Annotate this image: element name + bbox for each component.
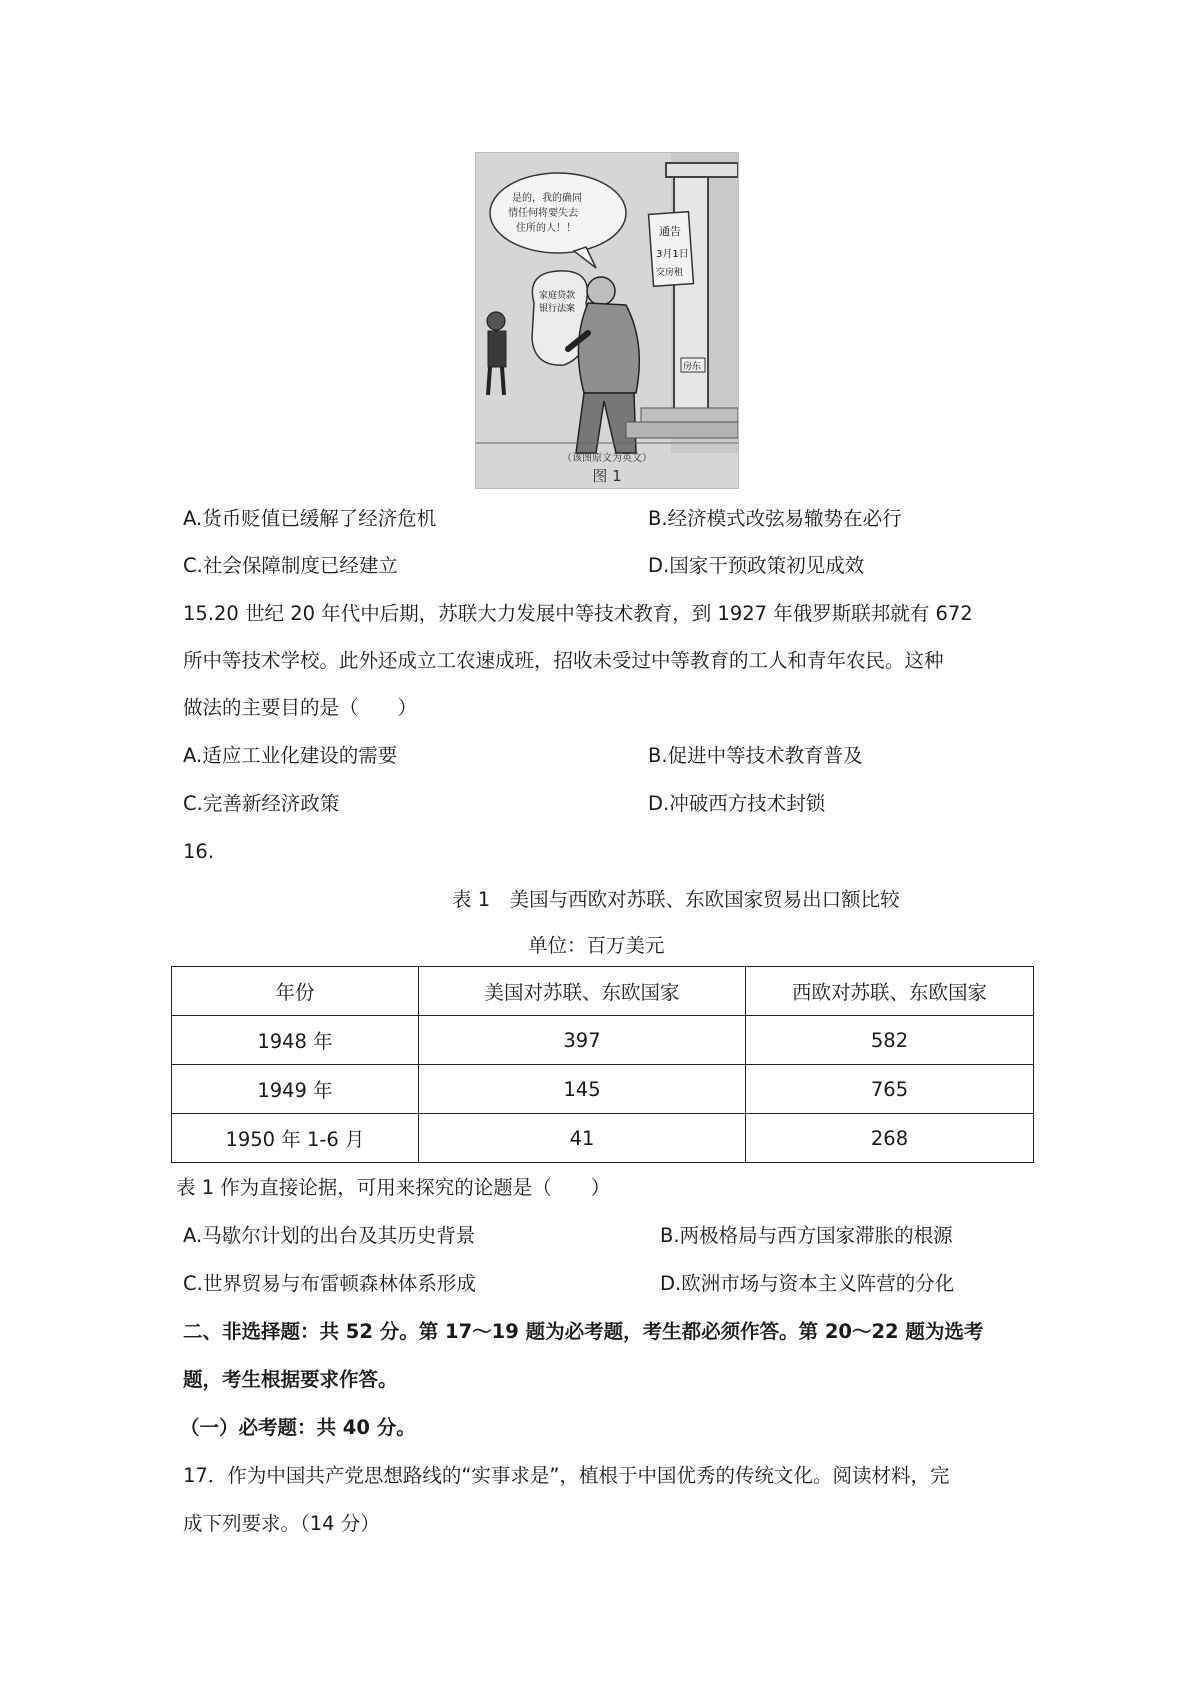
q15-stem-line-3: 做法的主要目的是（ ） <box>183 696 418 719</box>
q15-option-d: D.冲破西方技术封锁 <box>648 792 826 815</box>
sack-text-2: 银行法案 <box>539 304 576 314</box>
table-cell: 1950 年 1-6 月 <box>172 1114 419 1163</box>
bubble-line-2: 情任何将要失去 <box>508 208 578 219</box>
q15-stem-line-2: 所中等技术学校。此外还成立工农速成班，招收未受过中等教育的工人和青年农民。这种 <box>183 649 944 672</box>
figure-caption-note: （该图原文为英文） <box>562 453 652 464</box>
table-cell: 1949 年 <box>172 1065 419 1114</box>
sack-text-1: 家庭贷款 <box>539 291 576 301</box>
table-header-row <box>172 967 1034 1016</box>
door-sign: 房东 <box>683 362 702 372</box>
table-cell: 765 <box>746 1065 1034 1114</box>
q15-option-a: A.适应工业化建设的需要 <box>183 744 398 767</box>
q16-number: 16. <box>183 840 215 863</box>
q17-stem-line-2: 成下列要求。（14 分） <box>183 1512 380 1535</box>
q14-option-c: C.社会保障制度已经建立 <box>183 554 398 577</box>
table-cell: 268 <box>746 1114 1034 1163</box>
notice-text-2: 3月1日 <box>656 249 689 260</box>
cartoon-figure <box>475 152 739 489</box>
q15-option-c: C.完善新经济政策 <box>183 792 340 815</box>
q16-stem: 表 1 作为直接论据，可用来探究的论题是（ ） <box>176 1176 611 1199</box>
table-unit: 单位：百万美元 <box>528 934 665 957</box>
bubble-line-1: 是的，我的确同 <box>512 193 582 204</box>
section-2-subheading: （一）必考题：共 40 分。 <box>180 1416 416 1439</box>
q15-option-b: B.促进中等技术教育普及 <box>648 744 863 767</box>
table-cell: 145 <box>419 1065 746 1114</box>
q16-option-c: C.世界贸易与布雷顿森林体系形成 <box>183 1272 476 1295</box>
table-row <box>172 1065 1034 1114</box>
q14-option-b: B.经济模式改弦易辙势在必行 <box>648 507 902 530</box>
section-2-heading-line-1: 二、非选择题：共 52 分。第 17～19 题为必考题，考生都必须作答。第 20～22 题为选考 <box>183 1320 984 1343</box>
table-cell: 582 <box>746 1016 1034 1065</box>
q16-option-d: D.欧洲市场与资本主义阵营的分化 <box>660 1272 955 1295</box>
q14-option-a: A.货币贬值已缓解了经济危机 <box>183 507 437 530</box>
figure-caption: 图 1 <box>592 467 622 485</box>
trade-export-table <box>171 966 1034 1163</box>
notice-text-3: 交房租 <box>656 268 684 278</box>
q16-option-b: B.两极格局与西方国家滞胀的根源 <box>660 1224 953 1247</box>
table-cell: 1948 年 <box>172 1016 419 1065</box>
table-header: 西欧对苏联、东欧国家 <box>746 967 1034 1016</box>
table-header: 年份 <box>172 967 419 1016</box>
table-row <box>172 1016 1034 1065</box>
q15-stem-line-1: 15.20 世纪 20 年代中后期，苏联大力发展中等技术教育，到 1927 年俄罗斯联邦就有 672 <box>183 602 973 625</box>
q17-stem-line-1: 17．作为中国共产党思想路线的“实事求是”，植根于中国优秀的传统文化。阅读材料，完 <box>183 1464 950 1487</box>
cartoon-illustration <box>476 153 738 488</box>
notice-text-1: 通告 <box>659 225 681 238</box>
table-row <box>172 1114 1034 1163</box>
bubble-line-3: 住所的人！！ <box>516 223 576 234</box>
table-cell: 397 <box>419 1016 746 1065</box>
table-header: 美国对苏联、东欧国家 <box>419 967 746 1016</box>
table-cell: 41 <box>419 1114 746 1163</box>
section-2-heading-line-2: 题，考生根据要求作答。 <box>183 1368 398 1391</box>
q14-option-d: D.国家干预政策初见成效 <box>648 554 865 577</box>
q16-option-a: A.马歇尔计划的出台及其历史背景 <box>183 1224 476 1247</box>
table-title: 表 1 美国与西欧对苏联、东欧国家贸易出口额比较 <box>452 888 900 911</box>
